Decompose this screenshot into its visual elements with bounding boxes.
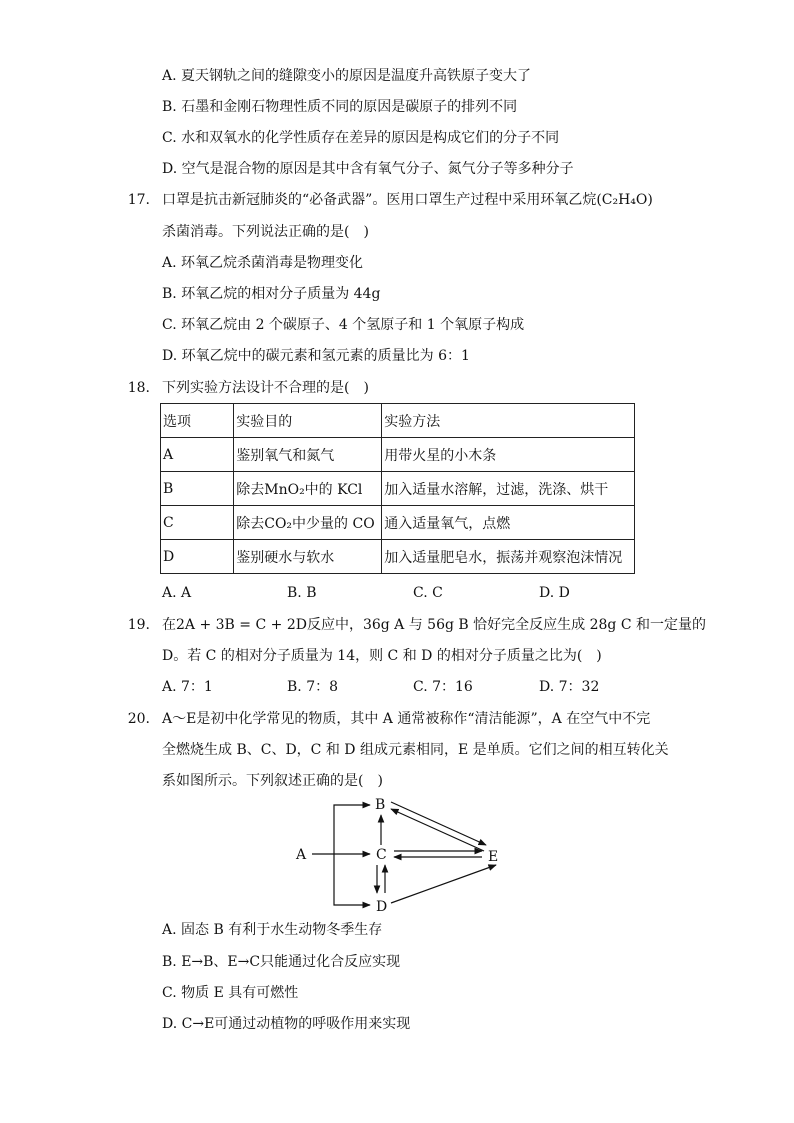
q19-option-c: C. 7：16	[413, 679, 473, 695]
table-cell: D	[161, 540, 234, 574]
table-cell: 鉴别硬水与软水	[234, 540, 382, 574]
q17-option-d: D. 环氧乙烷中的碳元素和氢元素的质量比为 6：1	[162, 348, 470, 364]
q17-option-b: B. 环氧乙烷的相对分子质量为 44g	[162, 286, 381, 302]
arrow-e-to-b	[391, 809, 484, 851]
table-cell: 通入适量氧气，点燃	[382, 506, 635, 540]
table-cell: 鉴别氧气和氮气	[234, 438, 382, 472]
q20-number: 20.	[127, 711, 150, 727]
q18-number: 18.	[127, 380, 150, 396]
q18-options	[162, 584, 662, 602]
q18-stem: 下列实验方法设计不合理的是( )	[162, 380, 369, 396]
conversion-diagram	[290, 795, 510, 915]
table-row	[161, 472, 635, 506]
table-cell: B	[161, 472, 234, 506]
q17-option-c: C. 环氧乙烷由 2 个碳原子、4 个氢原子和 1 个氧原子构成	[162, 317, 525, 333]
table-cell: 除去MnO₂中的 KCl	[234, 472, 382, 506]
node-a-label: A	[296, 847, 307, 863]
q20-stem-line3: 系如图所示。下列叙述正确的是( )	[162, 773, 383, 789]
arrow-a-to-b	[334, 805, 370, 854]
table-row	[161, 540, 635, 574]
table-cell: A	[161, 438, 234, 472]
q18-option-b: B. B	[287, 585, 317, 601]
table-cell: 加入适量水溶解，过滤，洗涤、烘干	[382, 472, 635, 506]
q16-option-c: C. 水和双氧水的化学性质存在差异的原因是构成它们的分子不同	[162, 130, 560, 146]
q17-stem-line1: 口罩是抗击新冠肺炎的“必备武器”。医用口罩生产过程中采用环氧乙烷(C₂H₄O)	[162, 192, 653, 208]
q18-option-a: A. A	[162, 585, 192, 601]
experiment-table	[160, 403, 635, 574]
q17-stem-line2: 杀菌消毒。下列说法正确的是( )	[162, 224, 369, 240]
q19-stem-line1: 在2A + 3B = C + 2D反应中，36g A 与 56g B 恰好完全反应生成 28g C 和一定量的	[162, 617, 706, 633]
q19-number: 19.	[127, 617, 150, 633]
table-row	[161, 438, 635, 472]
q20-option-a: A. 固态 B 有利于水生动物冬季生存	[162, 922, 383, 938]
q20-option-b: B. E→B、E→C只能通过化合反应实现	[162, 954, 401, 970]
table-cell: 除去CO₂中少量的 CO	[234, 506, 382, 540]
q16-option-b: B. 石墨和金刚石物理性质不同的原因是碳原子的排列不同	[162, 99, 518, 115]
node-c-label: C	[376, 847, 387, 863]
node-b-label: B	[375, 797, 386, 813]
node-e-label: E	[488, 849, 499, 865]
q19-option-a: A. 7：1	[162, 679, 213, 695]
q19-stem-line2: D。若 C 的相对分子质量为 14，则 C 和 D 的相对分子质量之比为( )	[162, 648, 602, 664]
q18-option-d: D. D	[539, 585, 570, 601]
q16-option-a: A. 夏天钢轨之间的缝隙变小的原因是温度升高铁原子变大了	[162, 68, 532, 84]
table-header-cell: 选项	[161, 404, 234, 438]
q20-stem-line2: 全燃烧生成 B、C、D，C 和 D 组成元素相同，E 是单质。它们之间的相互转化关	[162, 742, 669, 758]
table-cell: 用带火星的小木条	[382, 438, 635, 472]
q17-option-a: A. 环氧乙烷杀菌消毒是物理变化	[162, 255, 364, 271]
q19-option-b: B. 7：8	[287, 679, 339, 695]
arrow-b-to-e	[391, 802, 486, 845]
q18-option-c: C. C	[413, 585, 443, 601]
table-header-row	[161, 404, 635, 438]
table-row	[161, 506, 635, 540]
q17-number: 17.	[127, 192, 150, 208]
table-header-cell: 实验目的	[234, 404, 382, 438]
table-cell: C	[161, 506, 234, 540]
q20-stem-line1: A～E是初中化学常见的物质，其中 A 通常被称作“清洁能源”，A 在空气中不完	[162, 711, 651, 727]
table-cell: 加入适量肥皂水，振荡并观察泡沫情况	[382, 540, 635, 574]
q19-options	[162, 678, 662, 696]
arrow-a-to-d	[334, 854, 370, 905]
q20-option-d: D. C→E可通过动植物的呼吸作用来实现	[162, 1016, 411, 1032]
q19-option-d: D. 7：32	[539, 679, 600, 695]
table-header-cell: 实验方法	[382, 404, 635, 438]
arrow-d-to-e	[391, 865, 496, 903]
q16-option-d: D. 空气是混合物的原因是其中含有氧气分子、氮气分子等多种分子	[162, 161, 574, 177]
q20-option-c: C. 物质 E 具有可燃性	[162, 985, 299, 1001]
node-d-label: D	[376, 899, 388, 915]
